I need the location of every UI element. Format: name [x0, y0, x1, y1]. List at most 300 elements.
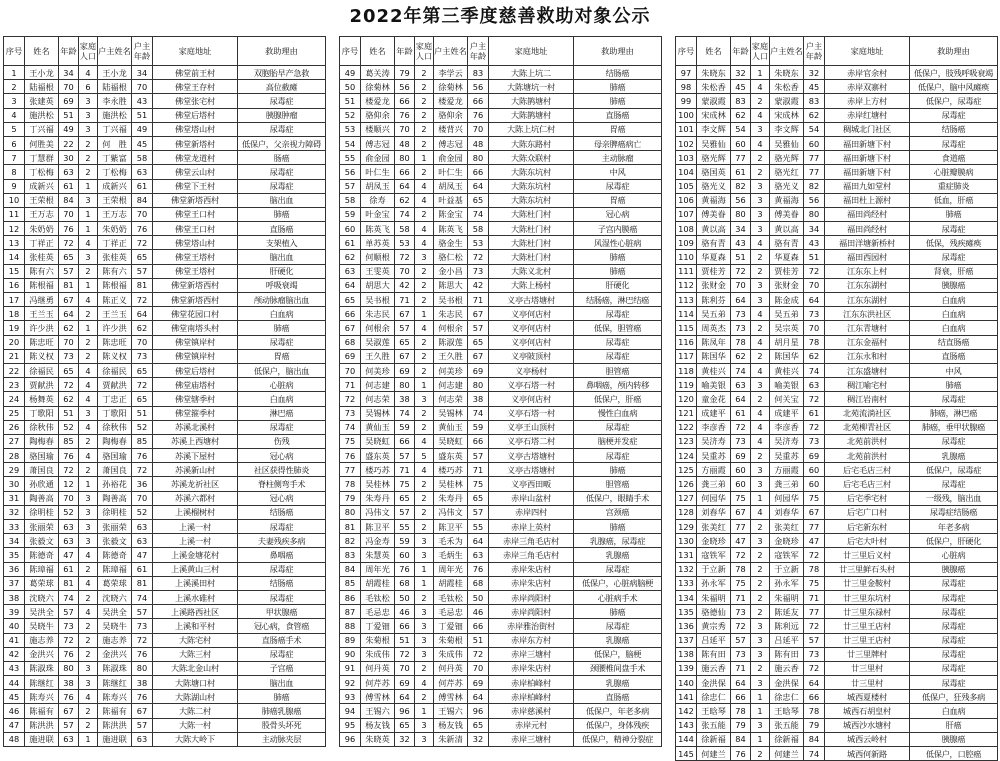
cell-age: 67: [395, 307, 415, 321]
cell-age: 56: [731, 193, 751, 207]
cell-head-name: 朱新清: [434, 732, 468, 746]
cell-age: 70: [59, 207, 79, 221]
cell-head-age: 72: [468, 250, 489, 264]
cell-household-size: 2: [415, 122, 434, 136]
cell-address: 佛堂南塔头村: [153, 321, 238, 335]
table-row: [676, 264, 998, 278]
cell-age: 70: [59, 80, 79, 94]
table-row: [676, 392, 998, 406]
cell-seq: 96: [340, 732, 361, 746]
cell-seq: 116: [676, 335, 697, 349]
cell-address: 赤岸三塘村: [489, 732, 574, 746]
cell-seq: 39: [4, 605, 25, 619]
cell-seq: 3: [4, 94, 25, 108]
cell-reason: 心脏病: [238, 378, 326, 392]
cell-reason: 尿毒症: [238, 562, 326, 576]
cell-reason: 肺癌: [238, 690, 326, 704]
cell-age: 73: [731, 321, 751, 335]
cell-head-name: 丁忠正: [98, 392, 132, 406]
cell-reason: 中风: [910, 363, 998, 377]
cell-household-size: 3: [79, 661, 98, 675]
cell-address: 佛堂新塔西村: [153, 193, 238, 207]
cell-age: 64: [395, 690, 415, 704]
cell-household-size: 2: [751, 747, 770, 761]
cell-name: 陈利芬: [697, 293, 731, 307]
cell-seq: 25: [4, 406, 25, 420]
table-row: [340, 207, 662, 221]
table-row: [340, 590, 662, 604]
cell-household-size: 3: [415, 548, 434, 562]
cell-address: 佛堂龙道村: [153, 151, 238, 165]
cell-seq: 112: [676, 278, 697, 292]
cell-address: 赤岸三角毛店村: [489, 548, 574, 562]
cell-age: 63: [59, 534, 79, 548]
cell-address: 江东永和村: [825, 349, 910, 363]
cell-name: 张建英: [25, 94, 59, 108]
table-row: [4, 335, 326, 349]
cell-name: 何芹苏: [361, 676, 395, 690]
cell-name: 童金花: [697, 392, 731, 406]
cell-age: 83: [731, 94, 751, 108]
table-row: [340, 151, 662, 165]
cell-name: 张毅文: [25, 534, 59, 548]
cell-seq: 72: [340, 392, 361, 406]
cell-address: 城西云岭村: [825, 732, 910, 746]
cell-seq: 133: [676, 576, 697, 590]
cell-head-age: 51: [132, 108, 153, 122]
cell-household-size: 2: [79, 136, 98, 150]
cell-seq: 36: [4, 562, 25, 576]
cell-age: 63: [731, 378, 751, 392]
cell-seq: 46: [4, 704, 25, 718]
cell-household-size: 2: [415, 406, 434, 420]
cell-name: 黄宗秀: [697, 619, 731, 633]
table-row: [676, 207, 998, 221]
cell-name: 陶梅春: [25, 434, 59, 448]
cell-name: 何园华: [697, 491, 731, 505]
table-row: [340, 704, 662, 718]
cell-reason: 白血病: [910, 293, 998, 307]
cell-seq: 85: [340, 576, 361, 590]
cell-seq: 135: [676, 605, 697, 619]
cell-address: 廿三里村: [825, 661, 910, 675]
cell-address: 廿三里村: [825, 676, 910, 690]
cell-household-size: 2: [79, 151, 98, 165]
cell-reason: 子宫内膜癌: [574, 222, 662, 236]
table-row: [676, 491, 998, 505]
table-row: [340, 349, 662, 363]
cell-household-size: 2: [79, 633, 98, 647]
cell-head-name: 陈根福: [98, 278, 132, 292]
cell-household-size: 2: [415, 165, 434, 179]
cell-household-size: 1: [415, 576, 434, 590]
cell-head-age: 77: [804, 520, 825, 534]
cell-reason: 胰腺肿瘤: [238, 108, 326, 122]
table-row: [676, 676, 998, 690]
cell-household-size: 2: [415, 278, 434, 292]
table-row: [340, 463, 662, 477]
cell-head-name: 骆仁松: [434, 250, 468, 264]
cell-head-name: 宋成林: [770, 108, 804, 122]
cell-address: 江东东上村: [825, 264, 910, 278]
cell-age: 72: [59, 378, 79, 392]
cell-address: 大陈二村: [153, 704, 238, 718]
cell-name: 朱松香: [697, 80, 731, 94]
cell-seq: 21: [4, 349, 25, 363]
cell-household-size: 2: [751, 165, 770, 179]
table-row: [4, 590, 326, 604]
cell-head-name: 陈正义: [98, 293, 132, 307]
cell-head-age: 65: [468, 335, 489, 349]
cell-head-name: 徐新福: [770, 732, 804, 746]
cell-address: 廿三里后义村: [825, 548, 910, 562]
table-row: [4, 363, 326, 377]
cell-head-name: 吴晓虹: [434, 434, 468, 448]
cell-household-size: 3: [751, 477, 770, 491]
table-row: [340, 278, 662, 292]
cell-age: 71: [395, 463, 415, 477]
cell-reason: 尿毒症: [238, 122, 326, 136]
cell-head-name: 陈国华: [770, 349, 804, 363]
cell-head-name: 陈义权: [98, 349, 132, 363]
table-row: [4, 576, 326, 590]
cell-name: 王万志: [25, 207, 59, 221]
cell-reason: 乳腺癌: [574, 548, 662, 562]
cell-name: 王晗琴: [697, 704, 731, 718]
cell-head-age: 66: [468, 165, 489, 179]
cell-age: 57: [59, 264, 79, 278]
cell-age: 76: [59, 222, 79, 236]
cell-head-age: 56: [804, 193, 825, 207]
cell-reason: 风湿性心脏病: [574, 236, 662, 250]
cell-reason: 肺癌: [574, 520, 662, 534]
cell-name: 周英杰: [697, 321, 731, 335]
cell-name: 吴书根: [361, 293, 395, 307]
cell-age: 57: [731, 633, 751, 647]
cell-name: 单苏英: [361, 236, 395, 250]
cell-name: 金洪保: [697, 676, 731, 690]
cell-reason: 尿毒症: [574, 335, 662, 349]
cell-age: 74: [59, 590, 79, 604]
cell-name: 张五能: [697, 718, 731, 732]
table-row: [676, 250, 998, 264]
cell-head-name: 叶仁生: [434, 165, 468, 179]
cell-reason: 肺癌: [574, 94, 662, 108]
cell-age: 50: [395, 590, 415, 604]
table-row: [340, 108, 662, 122]
cell-age: 81: [59, 278, 79, 292]
table-middle: [339, 36, 662, 747]
cell-reason: 胆管癌: [574, 477, 662, 491]
cell-seq: 68: [340, 335, 361, 349]
cell-age: 70: [395, 122, 415, 136]
cell-head-age: 63: [468, 548, 489, 562]
cell-head-age: 48: [468, 136, 489, 150]
cell-household-size: 2: [415, 477, 434, 491]
cell-head-age: 71: [804, 590, 825, 604]
cell-head-name: 丁祥正: [98, 236, 132, 250]
cell-head-age: 70: [132, 491, 153, 505]
cell-head-name: 王久胜: [434, 349, 468, 363]
cell-age: 62: [59, 321, 79, 335]
cell-address: 佛堂王口村: [153, 222, 238, 236]
cell-reason: 尿毒症: [574, 562, 662, 576]
cell-age: 64: [59, 307, 79, 321]
cell-address: 义亭石塔一村: [489, 406, 574, 420]
cell-name: 骆国英: [697, 165, 731, 179]
cell-head-age: 64: [804, 676, 825, 690]
cell-name: 孙欣通: [25, 477, 59, 491]
cell-age: 57: [395, 321, 415, 335]
cell-household-size: 4: [415, 193, 434, 207]
table-row: [340, 520, 662, 534]
table-row: [676, 661, 998, 675]
cell-head-name: 陈有六: [98, 264, 132, 278]
cell-head-name: 徐福民: [98, 363, 132, 377]
table-row: [4, 647, 326, 661]
cell-head-age: 65: [468, 491, 489, 505]
cell-head-age: 47: [132, 548, 153, 562]
cell-head-name: 成建平: [770, 406, 804, 420]
cell-head-age: 45: [132, 136, 153, 150]
cell-seq: 108: [676, 222, 697, 236]
cell-head-name: 何志建: [434, 378, 468, 392]
cell-seq: 17: [4, 293, 25, 307]
table-row: [4, 406, 326, 420]
cell-head-name: 丁歌阳: [98, 406, 132, 420]
header-head-age: 户主年龄: [132, 37, 153, 66]
cell-address: 佛堂云山村: [153, 165, 238, 179]
cell-reason: 胃癌: [238, 349, 326, 363]
cell-seq: 35: [4, 548, 25, 562]
cell-head-name: 吕延平: [770, 633, 804, 647]
cell-household-size: 2: [415, 293, 434, 307]
table-row: [340, 732, 662, 746]
cell-household-size: 3: [79, 122, 98, 136]
cell-reason: 尿毒症: [574, 420, 662, 434]
cell-head-name: 何建兰: [770, 747, 804, 761]
cell-name: 陈继红: [25, 676, 59, 690]
cell-head-name: 吴济寿: [770, 434, 804, 448]
cell-household-size: 2: [79, 349, 98, 363]
cell-reason: 伤残: [238, 434, 326, 448]
cell-head-name: 李文辉: [770, 122, 804, 136]
cell-seq: 114: [676, 307, 697, 321]
cell-household-size: 4: [79, 392, 98, 406]
cell-address: 福田洋塘新桥村: [825, 236, 910, 250]
cell-household-size: 4: [415, 676, 434, 690]
cell-seq: 74: [340, 420, 361, 434]
cell-head-name: 王小龙: [98, 66, 132, 80]
cell-head-age: 66: [804, 690, 825, 704]
cell-name: 徐忠仁: [697, 690, 731, 704]
cell-address: 佛堂镇岸村: [153, 335, 238, 349]
cell-name: 朱慧英: [361, 548, 395, 562]
cell-age: 69: [395, 363, 415, 377]
cell-head-age: 66: [468, 434, 489, 448]
cell-age: 76: [731, 747, 751, 761]
cell-household-size: 1: [415, 307, 434, 321]
cell-head-age: 70: [132, 80, 153, 94]
cell-reason: 尿毒症: [910, 136, 998, 150]
cell-seq: 50: [340, 80, 361, 94]
cell-name: 葛荣球: [25, 576, 59, 590]
cell-seq: 134: [676, 590, 697, 604]
cell-seq: 92: [340, 676, 361, 690]
cell-age: 81: [59, 576, 79, 590]
cell-head-age: 65: [468, 193, 489, 207]
cell-address: 义亭杨村: [489, 363, 574, 377]
cell-seq: 55: [340, 151, 361, 165]
cell-head-name: 胡凤玉: [434, 179, 468, 193]
cell-head-name: 骆金生: [434, 236, 468, 250]
cell-name: 王小龙: [25, 66, 59, 80]
cell-name: 杨舞英: [25, 392, 59, 406]
cell-household-size: 2: [751, 605, 770, 619]
table-row: [340, 449, 662, 463]
cell-age: 74: [395, 406, 415, 420]
cell-seq: 91: [340, 661, 361, 675]
cell-head-age: 96: [468, 704, 489, 718]
cell-household-size: 2: [415, 520, 434, 534]
cell-household-size: 3: [751, 534, 770, 548]
cell-head-name: 何芹苏: [434, 676, 468, 690]
cell-reason: 胆管癌: [574, 363, 662, 377]
table-row: [676, 378, 998, 392]
cell-name: 朱志民: [361, 307, 395, 321]
cell-name: 何根余: [361, 321, 395, 335]
cell-age: 66: [395, 619, 415, 633]
cell-reason: 白血病: [238, 392, 326, 406]
table-row: [676, 179, 998, 193]
cell-age: 59: [395, 534, 415, 548]
cell-household-size: 4: [751, 136, 770, 150]
cell-head-name: 张财金: [770, 278, 804, 292]
cell-age: 57: [59, 718, 79, 732]
cell-head-age: 76: [132, 222, 153, 236]
cell-seq: 37: [4, 576, 25, 590]
cell-age: 55: [395, 520, 415, 534]
cell-address: 佛堂王存村: [153, 80, 238, 94]
cell-head-age: 74: [804, 747, 825, 761]
cell-household-size: 2: [415, 66, 434, 80]
cell-name: 何美珍: [361, 363, 395, 377]
table-row: [4, 250, 326, 264]
cell-head-age: 51: [132, 406, 153, 420]
cell-name: 吴晓牛: [25, 619, 59, 633]
cell-address: 赤岸山盆村: [489, 491, 574, 505]
cell-head-age: 67: [468, 349, 489, 363]
cell-address: 大陈杜门村: [489, 236, 574, 250]
cell-head-name: 朱寿丹: [434, 491, 468, 505]
cell-age: 72: [731, 420, 751, 434]
cell-reason: 尿毒症: [910, 576, 998, 590]
cell-age: 64: [731, 293, 751, 307]
cell-head-age: 38: [132, 676, 153, 690]
cell-name: 丁爱钿: [361, 619, 395, 633]
cell-name: 胡凤玉: [361, 179, 395, 193]
cell-address: 佛堂新塔西村: [153, 293, 238, 307]
table-row: [4, 392, 326, 406]
cell-head-age: 60: [804, 136, 825, 150]
cell-head-name: 陈璋福: [98, 562, 132, 576]
cell-age: 75: [731, 576, 751, 590]
cell-name: 盛东英: [361, 449, 395, 463]
cell-age: 67: [395, 349, 415, 363]
cell-seq: 54: [340, 136, 361, 150]
cell-head-age: 70: [132, 207, 153, 221]
cell-head-name: 贾桂芳: [770, 264, 804, 278]
cell-household-size: 3: [751, 463, 770, 477]
cell-address: 大陈杜门村: [489, 250, 574, 264]
cell-household-size: 4: [751, 420, 770, 434]
table-row: [676, 505, 998, 519]
cell-head-age: 67: [804, 505, 825, 519]
cell-reason: 结直肠癌: [910, 335, 998, 349]
cell-age: 80: [395, 151, 415, 165]
table-row: [676, 732, 998, 746]
cell-seq: 62: [340, 250, 361, 264]
cell-head-age: 72: [132, 293, 153, 307]
cell-reason: 肝癌: [910, 718, 998, 732]
cell-address: 义亭石塔二村: [489, 434, 574, 448]
cell-reason: 结肠癌: [238, 576, 326, 590]
cell-reason: 尿毒症: [910, 619, 998, 633]
cell-reason: 乳腺癌: [910, 449, 998, 463]
cell-head-age: 61: [804, 406, 825, 420]
cell-seq: 28: [4, 449, 25, 463]
cell-reason: 低保户，父亲视力障碍: [238, 136, 326, 150]
cell-name: 吴晓虹: [361, 434, 395, 448]
cell-head-age: 53: [468, 236, 489, 250]
cell-head-name: 许少洪: [98, 321, 132, 335]
cell-household-size: 3: [751, 378, 770, 392]
cell-age: 72: [731, 264, 751, 278]
cell-address: 大陈一村: [153, 718, 238, 732]
table-row: [340, 562, 662, 576]
cell-address: 城西夏楼村: [825, 690, 910, 704]
cell-head-age: 57: [132, 264, 153, 278]
cell-reason: 尿毒症: [910, 590, 998, 604]
cell-seq: 109: [676, 236, 697, 250]
cell-head-name: 沈晓六: [98, 590, 132, 604]
cell-age: 61: [59, 562, 79, 576]
cell-reason: 结肠癌: [910, 122, 998, 136]
cell-address: 大陈塘口村: [153, 676, 238, 690]
cell-age: 54: [731, 122, 751, 136]
cell-head-name: 施云香: [770, 661, 804, 675]
cell-age: 52: [59, 505, 79, 519]
header-head-age: 户主年龄: [468, 37, 489, 66]
cell-head-name: 徐明桂: [98, 505, 132, 519]
cell-head-age: 78: [804, 335, 825, 349]
cell-reason: 乳腺癌: [574, 676, 662, 690]
cell-head-age: 78: [804, 562, 825, 576]
cell-household-size: 2: [79, 463, 98, 477]
cell-head-name: 何 胜: [98, 136, 132, 150]
cell-reason: 尿毒症: [238, 94, 326, 108]
cell-head-name: 骆光红: [770, 165, 804, 179]
cell-age: 66: [395, 94, 415, 108]
table-row: [340, 491, 662, 505]
cell-head-age: 73: [804, 434, 825, 448]
cell-head-name: 王荣根: [98, 193, 132, 207]
cell-name: 何志建: [361, 378, 395, 392]
cell-name: 刘春华: [697, 505, 731, 519]
cell-address: 赤岸朱店村: [489, 576, 574, 590]
cell-head-age: 66: [468, 619, 489, 633]
cell-seq: 75: [340, 434, 361, 448]
